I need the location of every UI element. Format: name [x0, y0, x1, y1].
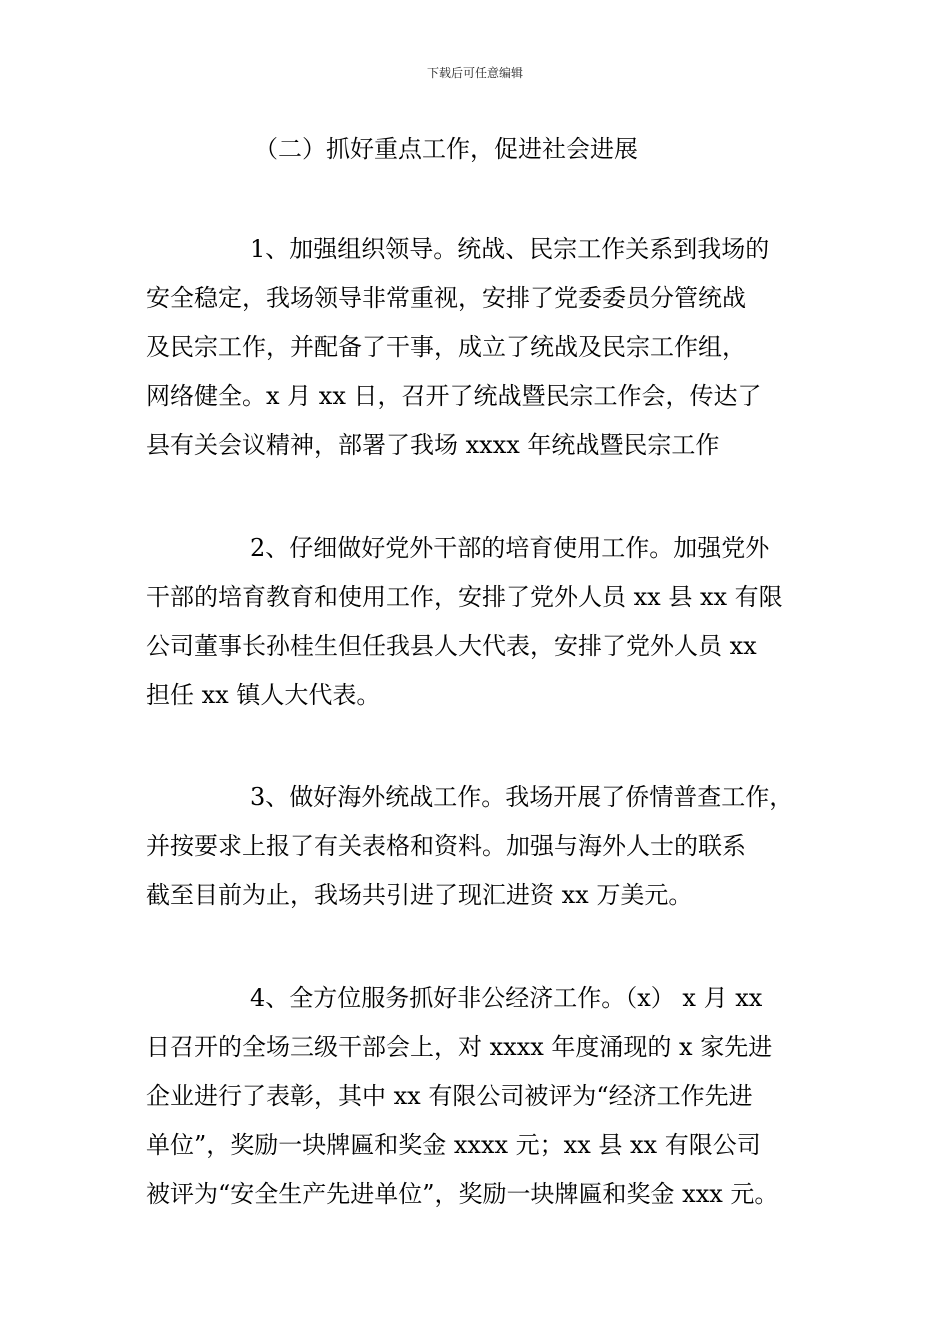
paragraph-line: 1、加强组织领导。统战、民宗工作关系到我场的	[250, 235, 770, 263]
paragraph-line: 县有关会议精神，部署了我场 xxxx 年统战暨民宗工作	[146, 431, 720, 459]
paragraph-line: 网络健全。x 月 xx 日，召开了统战暨民宗工作会，传达了	[146, 382, 762, 410]
paragraph-3	[146, 782, 793, 929]
paragraph-line: 单位”，奖励一块牌匾和奖金 xxxx 元；xx 县 xx 有限公司	[146, 1131, 761, 1159]
paragraph-line: 4、全方位服务抓好非公经济工作。（x） x 月 xx	[250, 984, 763, 1012]
paragraph-line: 及民宗工作，并配备了干事，成立了统战及民宗工作组，	[146, 333, 746, 361]
paragraph-line: 并按要求上报了有关表格和资料。加强与海外人士的联系	[146, 832, 746, 860]
page-header-note: 下载后可任意编辑	[426, 66, 523, 80]
paragraph-line: 企业进行了表彰，其中 xx 有限公司被评为“经济工作先进	[146, 1082, 753, 1110]
paragraph-line: 公司董事长孙桂生但任我县人大代表，安排了党外人员 xx	[146, 632, 757, 660]
paragraph-4	[146, 983, 778, 1228]
paragraph-2	[146, 533, 783, 729]
paragraph-1	[146, 234, 769, 479]
paragraph-line: 2、仔细做好党外干部的培育使用工作。加强党外	[250, 534, 770, 562]
paragraph-line: 日召开的全场三级干部会上，对 xxxx 年度涌现的 x 家先进	[146, 1033, 773, 1061]
paragraph-line: 担任 xx 镇人大代表。	[146, 681, 381, 709]
paragraph-line: 3、做好海外统战工作。我场开展了侨情普查工作，	[250, 783, 794, 811]
section-heading: （二）抓好重点工作，促进社会进展	[254, 135, 638, 163]
paragraph-line: 干部的培育教育和使用工作，安排了党外人员 xx 县 xx 有限	[146, 583, 783, 611]
paragraph-line: 被评为“安全生产先进单位”，奖励一块牌匾和奖金 xxx 元。	[146, 1180, 779, 1208]
paragraph-line: 安全稳定，我场领导非常重视，安排了党委委员分管统战	[146, 284, 746, 312]
paragraph-line: 截至目前为止，我场共引进了现汇进资 xx 万美元。	[146, 881, 693, 909]
